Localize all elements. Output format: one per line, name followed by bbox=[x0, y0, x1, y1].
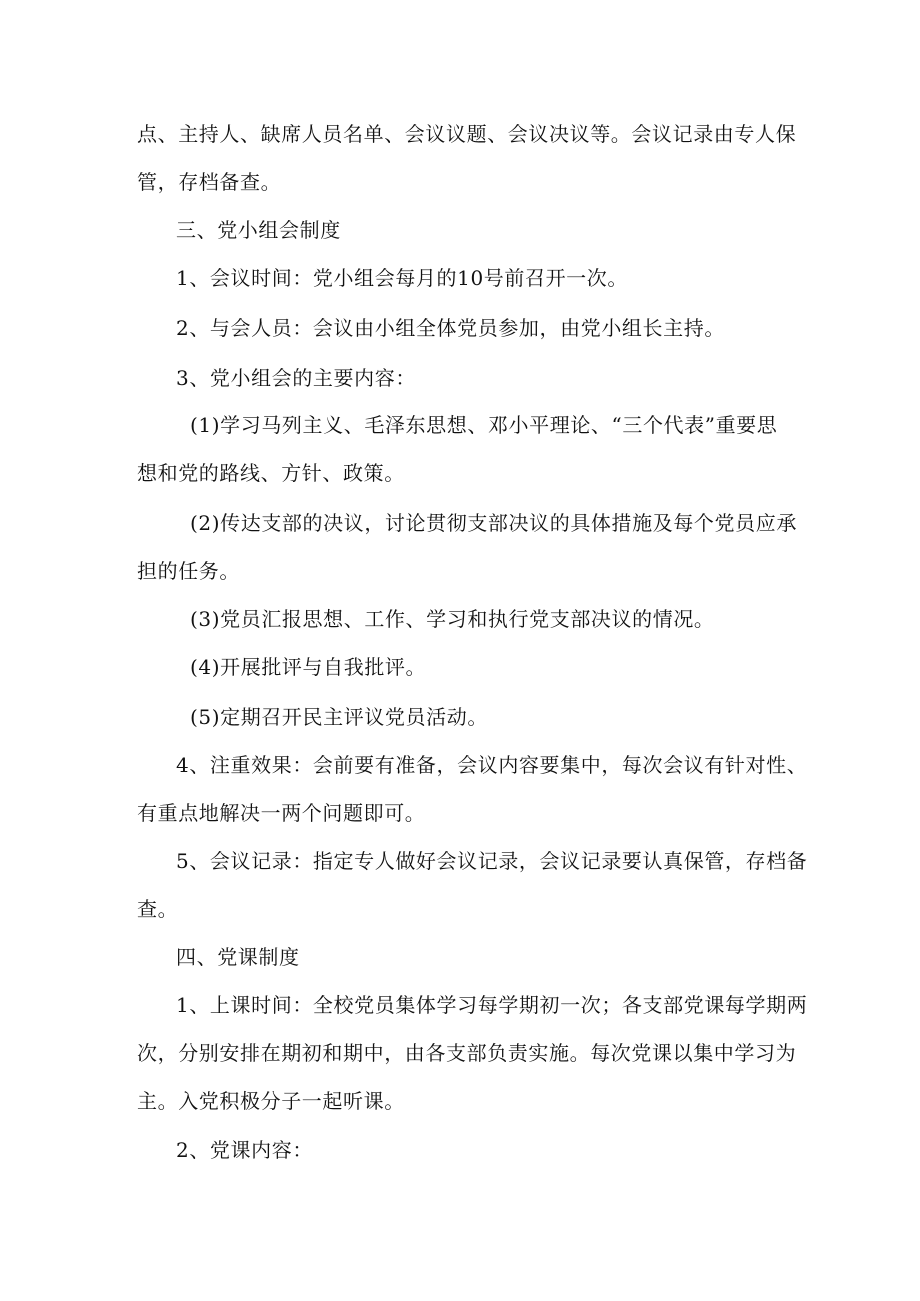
text-line: 5、会议记录：指定专人做好会议记录，会议记录要认真保管，存档备 bbox=[176, 849, 808, 873]
text-line: 1、会议时间：党小组会每月的10号前召开一次。 bbox=[176, 266, 628, 290]
text-line: 管，存档备查。 bbox=[137, 170, 282, 194]
text-line: (2)传达支部的决议，讨论贯彻支部决议的具体措施及每个党员应承 bbox=[190, 511, 797, 535]
section-heading: 四、党课制度 bbox=[176, 945, 300, 969]
text-line: 1、上课时间：全校党员集体学习每学期初一次；各支部党课每学期两 bbox=[176, 993, 808, 1017]
text-line: 3、党小组会的主要内容： bbox=[176, 366, 416, 390]
section-heading: 三、党小组会制度 bbox=[176, 218, 341, 242]
text-line: (1)学习马列主义、毛泽东思想、邓小平理论、“三个代表”重要思 bbox=[190, 413, 778, 437]
text-line: 2、党课内容： bbox=[176, 1138, 313, 1162]
text-line: 有重点地解决一两个问题即可。 bbox=[137, 801, 426, 825]
text-line: 想和党的路线、方针、政策。 bbox=[137, 461, 405, 485]
text-line: (5)定期召开民主评议党员活动。 bbox=[190, 705, 488, 729]
text-line: 2、与会人员：会议由小组全体党员参加，由党小组长主持。 bbox=[176, 316, 725, 340]
text-line: (4)开展批评与自我批评。 bbox=[190, 655, 427, 679]
text-line: 次，分别安排在期初和期中，由各支部负责实施。每次党课以集中学习为 bbox=[137, 1041, 797, 1065]
text-line: 点、主持人、缺席人员名单、会议议题、会议决议等。会议记录由专人保 bbox=[137, 122, 797, 146]
text-line: 4、注重效果：会前要有准备，会议内容要集中，每次会议有针对性、 bbox=[176, 753, 808, 777]
text-line: 查。 bbox=[137, 897, 179, 921]
text-line: (3)党员汇报思想、工作、学习和执行党支部决议的情况。 bbox=[190, 607, 715, 631]
text-line: 担的任务。 bbox=[137, 559, 240, 583]
text-line: 主。入党积极分子一起听课。 bbox=[137, 1089, 405, 1113]
